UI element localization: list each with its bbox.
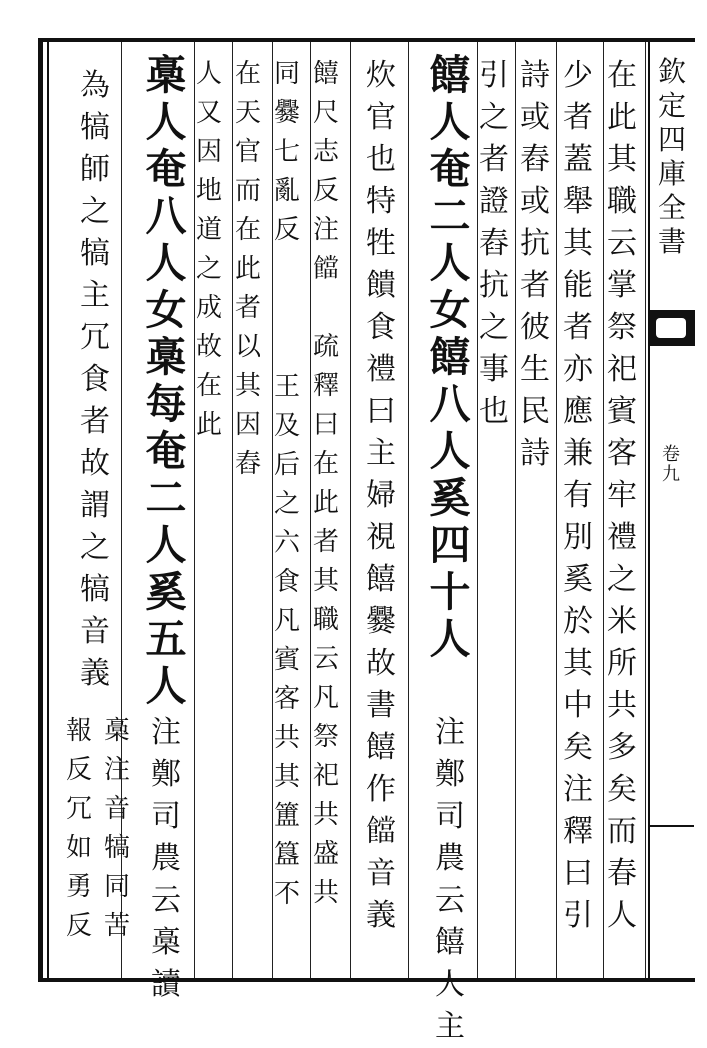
column-text: 在 天 官 而 在 此 者 以 其 因 舂 [234, 59, 261, 479]
text-column [358, 55, 404, 937]
text-column [599, 55, 645, 937]
margin-divider [650, 825, 694, 827]
column-text: 注 鄭 司 農 云 饎 人 主 [435, 715, 465, 1044]
text-column [60, 712, 98, 946]
column-text: 注 鄭 司 農 云 槀 讀 [151, 715, 181, 1002]
frame-inner-left-border [47, 42, 49, 978]
frame-top-border [40, 38, 695, 42]
frame-bottom-border [40, 978, 695, 982]
text-column [140, 712, 192, 1006]
text-column [513, 55, 557, 475]
margin-book-title: 欽 定 四 庫 全 書 [657, 55, 686, 258]
column-text: 少 者 蓋 舉 其 能 者 亦 應 兼 有 別 奚 於 其 中 矣 注 釋 曰 引 [563, 58, 593, 933]
text-column [424, 52, 476, 663]
text-column [98, 712, 136, 946]
column-text: 在 此 其 職 云 掌 祭 祀 賓 客 牢 禮 之 米 所 共 多 矣 而 春 人 [607, 58, 637, 933]
text-column [424, 712, 476, 1048]
column-rule [645, 42, 646, 978]
text-column [305, 328, 347, 913]
column-text: 饎 尺 志 反 注 𩟈 [312, 59, 339, 284]
column-text: 饎 人 奄 二 人 女 饎 八 人 奚 四 十 人 [429, 51, 471, 663]
column-text: 炊 官 也 特 牲 饋 食 禮 曰 主 婦 視 饎 爨 故 書 饎 作 𩟈 音 義 [366, 58, 396, 933]
column-text: 王 及 后 之 六 食 凡 賓 客 共 其 簠 簋 不 [273, 372, 300, 909]
column-text: 為 犒 師 之 犒 主 冗 食 者 故 謂 之 犒 音 義 [80, 68, 110, 691]
text-column [70, 65, 120, 695]
column-text: 詩 或 舂 或 抗 者 彼 生 民 詩 [520, 58, 550, 471]
text-column [227, 55, 269, 484]
text-column [305, 55, 347, 289]
text-column [555, 55, 601, 937]
column-text: 槀 人 奄 八 人 女 槀 每 奄 二 人 奚 五 人 [145, 51, 187, 710]
text-column [140, 52, 192, 710]
text-column [266, 55, 308, 250]
column-text: 疏 釋 曰 在 此 者 其 職 云 凡 祭 祀 共 盛 共 [312, 332, 339, 908]
text-column [472, 55, 516, 433]
frame-left-border [38, 38, 43, 982]
column-text: 槀 注 音 犒 同 苦 [103, 716, 130, 941]
column-text: 同 爨 七 亂 反 [273, 59, 300, 245]
column-rule [350, 42, 351, 978]
column-text: 人 又 因 地 道 之 成 故 在 此 [195, 59, 222, 440]
text-column [188, 55, 230, 445]
fishtail-ornament-inner [656, 318, 686, 338]
margin-volume-number: 卷 九 [662, 444, 680, 485]
column-rule [408, 42, 409, 978]
column-text: 報 反 冗 如 勇 反 [65, 716, 92, 941]
column-text: 引 之 者 證 舂 抗 之 事 也 [479, 58, 509, 429]
text-column [266, 368, 308, 914]
